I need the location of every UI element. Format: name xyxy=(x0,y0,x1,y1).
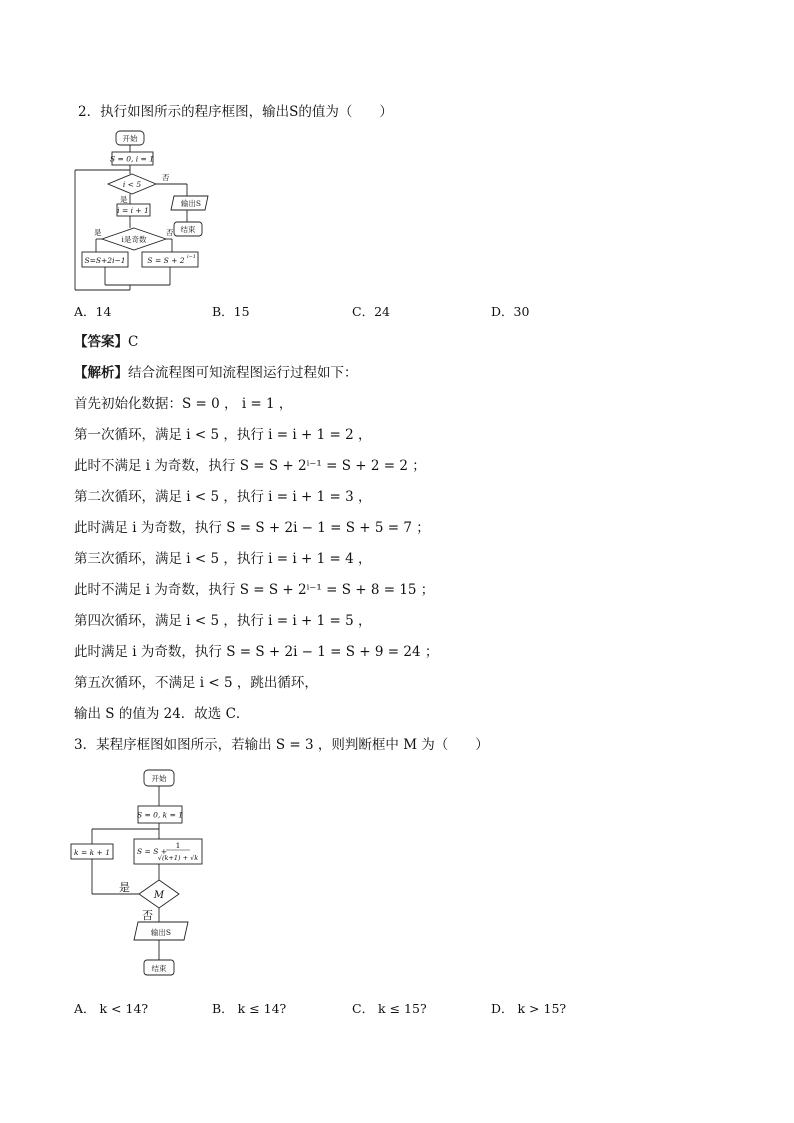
q2-parity-text: i是奇数 xyxy=(121,235,147,244)
q2-option-a: A．14 xyxy=(74,304,112,319)
q3-init-text: S = 0, k = 1 xyxy=(136,810,184,820)
q2-start-text: 开始 xyxy=(122,134,138,143)
q3-end-text: 结束 xyxy=(151,964,167,973)
q3-stem: 3．某程序框图如图所示，若输出 S = 3 ，则判断框中 M 为（ ） xyxy=(74,737,489,753)
analysis-step: 此时满足 i 为奇数，执行 S = S + 2i − 1 = S + 5 = 7 ； xyxy=(74,520,430,536)
q2-end-text: 结束 xyxy=(180,225,196,234)
q2-no-label: 否 xyxy=(162,173,170,182)
q3-no-label: 否 xyxy=(142,909,153,922)
q2-stem: 2．执行如图所示的程序框图，输出S的值为（ ） xyxy=(78,104,393,120)
q2-output-text: 输出S xyxy=(180,199,202,208)
q3-output-text: 输出S xyxy=(150,928,172,937)
analysis-step: 首先初始化数据：S = 0 ， i = 1 ， xyxy=(74,396,293,412)
analysis-step: 第四次循环，满足 i < 5 ，执行 i = i + 1 = 5 ， xyxy=(74,613,372,629)
analysis-step: 此时满足 i 为奇数，执行 S = S + 2i − 1 = S + 9 = 24 ； xyxy=(74,644,439,660)
q3-option-d: D． k > 15? xyxy=(491,1001,567,1016)
q2-odd-text: S=S+2i−1 xyxy=(84,256,126,265)
analysis-intro: 结合流程图可知流程图运行过程如下： xyxy=(128,365,358,381)
q2-flowchart xyxy=(70,128,220,293)
analysis-step: 此时不满足 i 为奇数，执行 S = S + 2ⁱ⁻¹ = S + 8 = 15 ； xyxy=(74,582,435,598)
answer-tag: 【答案】 xyxy=(74,334,128,350)
q2-yes2-label: 是 xyxy=(94,228,102,237)
q2-option-b: B．15 xyxy=(212,304,250,319)
q2-cond-text: i < 5 xyxy=(122,180,142,189)
q3-flowchart xyxy=(62,764,212,984)
q3-option-c: C． k ≤ 15? xyxy=(352,1001,427,1016)
q2-option-c: C．24 xyxy=(352,304,390,319)
q3-start-text: 开始 xyxy=(151,774,167,783)
q3-yes-label: 是 xyxy=(119,881,130,894)
q2-option-d: D．30 xyxy=(491,304,530,319)
analysis-step: 第五次循环，不满足 i < 5 ，跳出循环， xyxy=(74,675,318,691)
analysis-step: 第二次循环，满足 i < 5 ，执行 i = i + 1 = 3 ， xyxy=(74,489,372,505)
q2-answer-line xyxy=(74,333,138,351)
q2-analysis-line xyxy=(74,364,358,382)
q2-init-text: S = 0, i = 1 xyxy=(110,154,154,164)
q2-no2-label: 否 xyxy=(166,228,174,237)
q3-option-b: B． k ≤ 14? xyxy=(212,1001,287,1016)
q2-yes-label: 是 xyxy=(120,195,128,204)
q3-op-numerator: 1 xyxy=(175,841,181,850)
analysis-step: 此时不满足 i 为奇数，执行 S = S + 2ⁱ⁻¹ = S + 2 = 2 ； xyxy=(74,458,426,474)
q3-op-denominator: √(k+1) + √k xyxy=(157,854,199,862)
answer-value: C xyxy=(128,334,139,350)
analysis-step: 输出 S 的值为 24．故选 C． xyxy=(74,706,250,722)
q3-op-prefix: S = S + xyxy=(137,847,167,856)
analysis-step: 第三次循环，满足 i < 5 ，执行 i = i + 1 = 4 ， xyxy=(74,551,372,567)
q2-even-text: S = S + 2 xyxy=(147,256,185,265)
q3-cond-text: M xyxy=(153,890,165,901)
q3-option-a: A． k < 14? xyxy=(74,1001,149,1016)
q2-incr-text: i = i + 1 xyxy=(117,206,149,215)
q2-even-exponent: i−1 xyxy=(187,254,196,260)
analysis-tag: 【解析】 xyxy=(74,365,128,381)
q3-incr-text: k = k + 1 xyxy=(74,848,110,857)
analysis-step: 第一次循环，满足 i < 5 ，执行 i = i + 1 = 2 ， xyxy=(74,427,372,443)
